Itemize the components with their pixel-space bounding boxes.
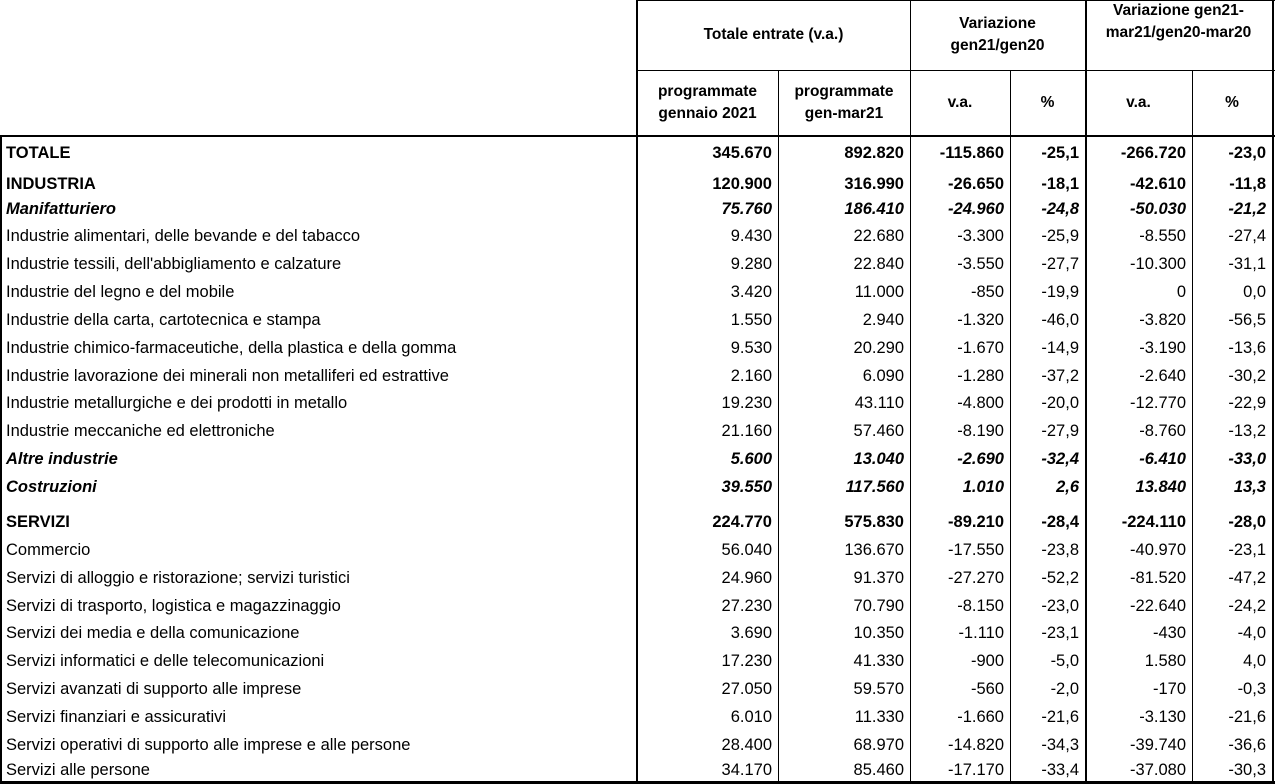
row-label: Servizi di alloggio e ristorazione; servizi turistici bbox=[6, 568, 350, 587]
value-var-gen-pct: -2,0 bbox=[1050, 679, 1079, 698]
value-gennaio-2021: 1.550 bbox=[730, 310, 772, 329]
value-var-gen-pct: -25,1 bbox=[1041, 143, 1079, 162]
value-var-gen-mar-pct: -28,0 bbox=[1228, 512, 1266, 531]
value-var-gen-mar-pct: -24,2 bbox=[1228, 596, 1266, 615]
value-var-gen-mar-pct: -0,3 bbox=[1237, 679, 1266, 698]
value-gennaio-2021: 56.040 bbox=[721, 540, 772, 559]
table-row bbox=[0, 362, 1275, 390]
value-var-gen-mar-va: -42.610 bbox=[1130, 174, 1186, 193]
value-gennaio-2021: 3.690 bbox=[730, 623, 772, 642]
value-var-gen-va: -1.280 bbox=[957, 366, 1004, 385]
value-var-gen-pct: -37,2 bbox=[1041, 366, 1079, 385]
value-gennaio-2021: 39.550 bbox=[721, 477, 772, 496]
value-var-gen-pct: -33,4 bbox=[1041, 760, 1079, 779]
header-totale-entrate: Totale entrate (v.a.) bbox=[703, 26, 844, 43]
row-label: Servizi finanziari e assicurativi bbox=[6, 707, 227, 726]
value-var-gen-va: -1.670 bbox=[957, 338, 1004, 357]
value-gen-mar21: 59.570 bbox=[853, 679, 904, 698]
value-gennaio-2021: 28.400 bbox=[721, 735, 772, 754]
value-gen-mar21: 91.370 bbox=[853, 568, 904, 587]
value-gennaio-2021: 9.530 bbox=[730, 338, 772, 357]
value-var-gen-pct: -20,0 bbox=[1041, 393, 1079, 412]
value-gen-mar21: 575.830 bbox=[844, 512, 904, 531]
value-var-gen-mar-va: 13.840 bbox=[1135, 477, 1186, 496]
value-var-gen-mar-va: -22.640 bbox=[1130, 596, 1186, 615]
table-row bbox=[0, 445, 1275, 473]
value-var-gen-mar-va: -3.130 bbox=[1139, 707, 1186, 726]
value-gennaio-2021: 27.050 bbox=[721, 679, 772, 698]
table-row bbox=[0, 196, 1275, 222]
value-var-gen-mar-pct: -30,2 bbox=[1228, 366, 1266, 385]
value-var-gen-va: -1.320 bbox=[957, 310, 1004, 329]
value-var-gen-mar-va: -430 bbox=[1152, 623, 1186, 642]
value-gennaio-2021: 5.600 bbox=[730, 449, 772, 468]
header-variazione-gen-mar: Variazione gen21-mar21/gen20-mar20 bbox=[1105, 2, 1252, 41]
value-gen-mar21: 57.460 bbox=[853, 421, 904, 440]
value-var-gen-pct: -5,0 bbox=[1050, 651, 1079, 670]
row-label: Industrie della carta, cartotecnica e stampa bbox=[6, 310, 321, 329]
table-row bbox=[0, 250, 1275, 278]
row-label: Servizi di trasporto, logistica e magazzinaggio bbox=[6, 596, 341, 615]
value-var-gen-pct: -23,8 bbox=[1041, 540, 1079, 559]
value-gen-mar21: 11.000 bbox=[854, 282, 904, 301]
value-var-gen-mar-va: -2.640 bbox=[1139, 366, 1186, 385]
value-var-gen-mar-va: -3.820 bbox=[1139, 310, 1186, 329]
value-var-gen-mar-va: -10.300 bbox=[1130, 254, 1186, 273]
value-var-gen-pct: -52,2 bbox=[1041, 568, 1079, 587]
table-row bbox=[0, 139, 1275, 167]
value-var-gen-va: -115.860 bbox=[939, 143, 1004, 162]
header-va-gen: v.a. bbox=[947, 94, 973, 111]
value-gen-mar21: 6.090 bbox=[862, 366, 904, 385]
table-row bbox=[0, 703, 1275, 731]
value-var-gen-va: -560 bbox=[970, 679, 1004, 698]
value-gennaio-2021: 120.900 bbox=[712, 174, 772, 193]
border-header-mid bbox=[637, 70, 1275, 71]
value-var-gen-mar-pct: 13,3 bbox=[1233, 477, 1266, 496]
table-row bbox=[0, 592, 1275, 620]
value-var-gen-va: -27.270 bbox=[948, 568, 1004, 587]
table-row bbox=[0, 647, 1275, 675]
value-var-gen-va: -1.110 bbox=[958, 623, 1004, 642]
value-var-gen-pct: -27,7 bbox=[1041, 254, 1079, 273]
value-var-gen-mar-pct: -4,0 bbox=[1237, 623, 1266, 642]
value-var-gen-pct: -18,1 bbox=[1041, 174, 1079, 193]
value-gennaio-2021: 17.230 bbox=[721, 651, 772, 670]
value-var-gen-mar-va: -37.080 bbox=[1130, 760, 1186, 779]
value-var-gen-mar-va: -6.410 bbox=[1139, 449, 1186, 468]
value-var-gen-va: -8.190 bbox=[957, 421, 1004, 440]
value-gennaio-2021: 75.760 bbox=[721, 199, 772, 218]
value-var-gen-va: -8.150 bbox=[957, 596, 1004, 615]
value-var-gen-mar-va: -8.550 bbox=[1139, 226, 1186, 245]
table-row bbox=[0, 278, 1275, 306]
row-label: SERVIZI bbox=[6, 512, 70, 531]
value-var-gen-mar-pct: -11,8 bbox=[1229, 174, 1266, 193]
value-var-gen-pct: -46,0 bbox=[1041, 310, 1079, 329]
value-var-gen-mar-va: 1.580 bbox=[1144, 651, 1186, 670]
value-var-gen-pct: -24,8 bbox=[1041, 199, 1079, 218]
row-label: Servizi alle persone bbox=[6, 760, 150, 779]
row-label: Servizi informatici e delle telecomunicazioni bbox=[6, 651, 325, 670]
table-row bbox=[0, 564, 1275, 592]
value-gen-mar21: 186.410 bbox=[844, 199, 904, 218]
row-label: INDUSTRIA bbox=[6, 174, 96, 193]
header-programmate-gen-mar: programmate gen-mar21 bbox=[794, 83, 894, 122]
value-var-gen-mar-pct: -21,2 bbox=[1228, 199, 1266, 218]
row-label: Industrie lavorazione dei minerali non metalliferi ed estrattive bbox=[6, 366, 449, 385]
value-var-gen-mar-pct: -27,4 bbox=[1228, 226, 1266, 245]
value-gennaio-2021: 9.280 bbox=[730, 254, 772, 273]
table-row bbox=[0, 508, 1275, 536]
value-gennaio-2021: 9.430 bbox=[730, 226, 772, 245]
value-var-gen-mar-va: -12.770 bbox=[1130, 393, 1186, 412]
value-gen-mar21: 68.970 bbox=[853, 735, 904, 754]
value-gen-mar21: 43.110 bbox=[854, 393, 904, 412]
table-row bbox=[0, 306, 1275, 334]
value-var-gen-mar-va: -39.740 bbox=[1130, 735, 1186, 754]
header-pct-gen-mar: % bbox=[1225, 94, 1239, 111]
value-var-gen-pct: -28,4 bbox=[1041, 512, 1079, 531]
value-gennaio-2021: 224.770 bbox=[712, 512, 772, 531]
value-gennaio-2021: 21.160 bbox=[721, 421, 772, 440]
value-gen-mar21: 117.560 bbox=[845, 477, 904, 496]
value-gennaio-2021: 27.230 bbox=[721, 596, 772, 615]
row-label: Servizi avanzati di supporto alle imprese bbox=[6, 679, 302, 698]
value-gen-mar21: 70.790 bbox=[853, 596, 904, 615]
table-row bbox=[0, 619, 1275, 647]
value-var-gen-mar-pct: 4,0 bbox=[1243, 651, 1266, 670]
table-row bbox=[0, 222, 1275, 250]
row-label: TOTALE bbox=[6, 143, 71, 162]
value-gennaio-2021: 34.170 bbox=[721, 760, 772, 779]
value-var-gen-va: -1.660 bbox=[957, 707, 1004, 726]
value-var-gen-mar-pct: -30,3 bbox=[1228, 760, 1266, 779]
value-var-gen-mar-va: -50.030 bbox=[1130, 199, 1186, 218]
value-var-gen-mar-pct: -56,5 bbox=[1228, 310, 1266, 329]
row-label: Altre industrie bbox=[6, 449, 118, 468]
value-var-gen-pct: -19,9 bbox=[1041, 282, 1079, 301]
value-var-gen-va: -900 bbox=[970, 651, 1004, 670]
row-label: Industrie metallurgiche e dei prodotti in metallo bbox=[6, 393, 348, 412]
table-row bbox=[0, 675, 1275, 703]
row-label: Servizi dei media e della comunicazione bbox=[6, 623, 300, 642]
value-gennaio-2021: 24.960 bbox=[721, 568, 772, 587]
table-row bbox=[0, 759, 1275, 781]
header-pct-gen: % bbox=[1040, 94, 1055, 111]
border-top bbox=[637, 0, 1275, 1]
value-var-gen-pct: -27,9 bbox=[1041, 421, 1079, 440]
value-var-gen-mar-pct: -33,0 bbox=[1228, 449, 1266, 468]
value-var-gen-va: -3.300 bbox=[957, 226, 1004, 245]
value-var-gen-va: -3.550 bbox=[957, 254, 1004, 273]
value-var-gen-va: -14.820 bbox=[948, 735, 1004, 754]
value-var-gen-va: -4.800 bbox=[957, 393, 1004, 412]
value-var-gen-mar-va: -3.190 bbox=[1139, 338, 1186, 357]
value-var-gen-mar-pct: -23,0 bbox=[1228, 143, 1266, 162]
value-gen-mar21: 136.670 bbox=[844, 540, 904, 559]
value-var-gen-mar-pct: -21,6 bbox=[1228, 707, 1266, 726]
value-var-gen-pct: -25,9 bbox=[1041, 226, 1079, 245]
table-row bbox=[0, 731, 1275, 759]
row-label: Industrie tessili, dell'abbigliamento e calzature bbox=[6, 254, 342, 273]
value-var-gen-mar-pct: -36,6 bbox=[1228, 735, 1266, 754]
value-var-gen-mar-va: -81.520 bbox=[1130, 568, 1186, 587]
value-gen-mar21: 20.290 bbox=[853, 338, 904, 357]
value-gen-mar21: 11.330 bbox=[854, 707, 904, 726]
value-var-gen-mar-pct: -13,6 bbox=[1228, 338, 1266, 357]
value-gennaio-2021: 2.160 bbox=[730, 366, 772, 385]
row-label: Industrie alimentari, delle bevande e del tabacco bbox=[6, 226, 361, 245]
value-var-gen-mar-pct: 0,0 bbox=[1243, 282, 1266, 301]
value-var-gen-va: 1.010 bbox=[962, 477, 1004, 496]
value-var-gen-va: -17.550 bbox=[948, 540, 1004, 559]
row-label: Industrie meccaniche ed elettroniche bbox=[6, 421, 275, 440]
value-var-gen-pct: -32,4 bbox=[1041, 449, 1079, 468]
value-gennaio-2021: 19.230 bbox=[721, 393, 772, 412]
value-var-gen-va: -24.960 bbox=[948, 199, 1004, 218]
value-var-gen-mar-pct: -23,1 bbox=[1228, 540, 1266, 559]
row-label: Costruzioni bbox=[6, 477, 97, 496]
value-var-gen-mar-pct: -22,9 bbox=[1228, 393, 1266, 412]
value-var-gen-pct: -34,3 bbox=[1041, 735, 1079, 754]
value-var-gen-mar-va: -8.760 bbox=[1139, 421, 1186, 440]
value-gen-mar21: 13.040 bbox=[853, 449, 904, 468]
value-var-gen-va: -17.170 bbox=[948, 760, 1004, 779]
value-var-gen-va: -26.650 bbox=[948, 174, 1004, 193]
value-var-gen-va: -850 bbox=[970, 282, 1004, 301]
table-row bbox=[0, 170, 1275, 198]
value-var-gen-mar-va: -224.110 bbox=[1121, 512, 1186, 531]
value-gennaio-2021: 6.010 bbox=[730, 707, 772, 726]
value-gen-mar21: 85.460 bbox=[853, 760, 904, 779]
header-variazione-gen: Variazione gen21/gen20 bbox=[950, 15, 1045, 54]
value-gennaio-2021: 3.420 bbox=[730, 282, 772, 301]
value-var-gen-pct: -14,9 bbox=[1041, 338, 1079, 357]
table-row bbox=[0, 389, 1275, 417]
value-var-gen-mar-va: -40.970 bbox=[1130, 540, 1186, 559]
header-va-gen-mar: v.a. bbox=[1126, 94, 1151, 111]
row-label: Industrie del legno e del mobile bbox=[6, 282, 235, 301]
table-row bbox=[0, 473, 1275, 501]
value-gen-mar21: 22.680 bbox=[853, 226, 904, 245]
value-gennaio-2021: 345.670 bbox=[712, 143, 772, 162]
value-var-gen-mar-va: 0 bbox=[1176, 282, 1186, 301]
value-var-gen-mar-pct: -47,2 bbox=[1228, 568, 1266, 587]
value-var-gen-pct: -21,6 bbox=[1041, 707, 1079, 726]
table-row bbox=[0, 536, 1275, 564]
value-var-gen-pct: 2,6 bbox=[1056, 477, 1079, 496]
row-label: Commercio bbox=[6, 540, 91, 559]
value-var-gen-pct: -23,1 bbox=[1041, 623, 1079, 642]
value-var-gen-mar-va: -266.720 bbox=[1120, 143, 1186, 162]
row-label: Industrie chimico-farmaceutiche, della plastica e della gomma bbox=[6, 338, 457, 357]
value-var-gen-pct: -23,0 bbox=[1041, 596, 1079, 615]
row-label: Servizi operativi di supporto alle imprese e alle persone bbox=[6, 735, 411, 754]
value-var-gen-mar-va: -170 bbox=[1152, 679, 1186, 698]
value-gen-mar21: 892.820 bbox=[844, 143, 904, 162]
row-label: Manifatturiero bbox=[6, 199, 117, 218]
value-gen-mar21: 22.840 bbox=[853, 254, 904, 273]
value-gen-mar21: 10.350 bbox=[853, 623, 904, 642]
value-gen-mar21: 41.330 bbox=[853, 651, 904, 670]
value-var-gen-mar-pct: -13,2 bbox=[1228, 421, 1266, 440]
value-gen-mar21: 2.940 bbox=[862, 310, 904, 329]
value-var-gen-va: -89.210 bbox=[948, 512, 1004, 531]
table-row bbox=[0, 417, 1275, 445]
header-programmate-gennaio: programmate gennaio 2021 bbox=[657, 83, 758, 122]
value-gen-mar21: 316.990 bbox=[844, 174, 904, 193]
value-var-gen-va: -2.690 bbox=[957, 449, 1004, 468]
table-row bbox=[0, 334, 1275, 362]
value-var-gen-mar-pct: -31,1 bbox=[1228, 254, 1266, 273]
